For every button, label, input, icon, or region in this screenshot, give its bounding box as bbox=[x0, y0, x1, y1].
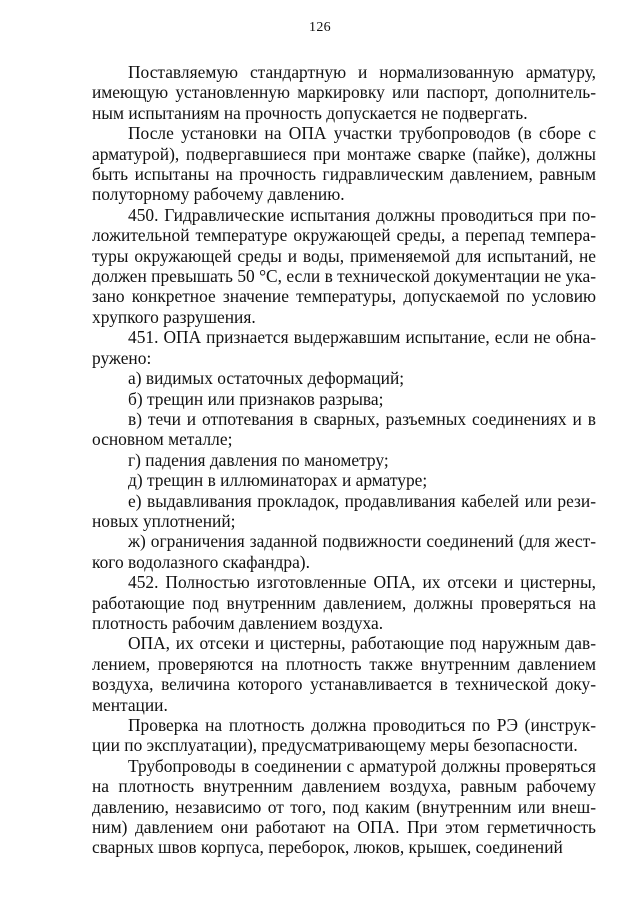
list-item-d: д) трещин в иллюминаторах и арматуре; bbox=[128, 470, 428, 491]
text-body bbox=[92, 62, 596, 858]
paragraph-450: 450. Гидравлические испытания должны проводиться при положительной температуре окружающей среды, а перепад температуры окружающей среды и воды, применяемой для испытаний, не должен превышать 50 °С, если в технической документации не указано конкретное значение температуры, допускаемой по условию хрупкого разрушения. bbox=[92, 204, 596, 327]
list-item-b: б) трещин или признаков разрыва; bbox=[128, 388, 384, 409]
list-item-g: г) падения давления по манометру; bbox=[128, 449, 389, 470]
paragraph-pipelines-strength: После установки на ОПА участки трубопроводов (в сборе с арматурой), подвергавшиеся при монтаже сварке (пайке), должны быть испытаны на прочность гидравлическим давлением, равным полуторному рабочему давлению. bbox=[92, 123, 596, 205]
page-number: 126 bbox=[309, 20, 331, 35]
paragraph-tightness-check: Проверка на плотность должна проводиться по РЭ (инструкции по эксплуатации), предусматривающему меры безопасности. bbox=[92, 715, 596, 756]
list-item-v: в) течи и отпотевания в сварных, разъемных соединениях и в основном металле; bbox=[92, 408, 596, 450]
paragraph-pipelines-tightness: Трубопроводы в соединении с арматурой должны проверяться на плотность внутренним давлением воздуха, равным рабочему давлению, независимо от того, под каким (внутренним или внешним) давлением они работают на ОПА. При этом герметичность сварных швов корпуса, переборок, люков, крышек, соединений bbox=[92, 755, 596, 858]
paragraph-451: 451. ОПА признается выдержавшим испытание, если не обнаружено: bbox=[92, 327, 596, 368]
list-item-zh: ж) ограничения заданной подвижности соединений (для жесткого водолазного скафандра). bbox=[92, 531, 596, 572]
paragraph-452: 452. Полностью изготовленные ОПА, их отсеки и цистерны, работающие под внутренним давлением, должны проверяться на плотность рабочим давлением воздуха. bbox=[92, 572, 596, 633]
paragraph-external-pressure: ОПА, их отсеки и цистерны, работающие под наружным давлением, проверяются на плотность также внутренним давлением воздуха, величина которого устанавливается в технической документации. bbox=[92, 633, 596, 715]
list-item-a: а) видимых остаточных деформаций; bbox=[128, 368, 405, 389]
paragraph-armature: Поставляемую стандартную и нормализованную арматуру, имеющую установленную маркировку или паспорт, дополнительным испытаниям на прочность допускается не подвергать. bbox=[92, 62, 596, 123]
list-item-e: е) выдавливания прокладок, продавливания кабелей или резиновых уплотнений; bbox=[92, 490, 596, 531]
